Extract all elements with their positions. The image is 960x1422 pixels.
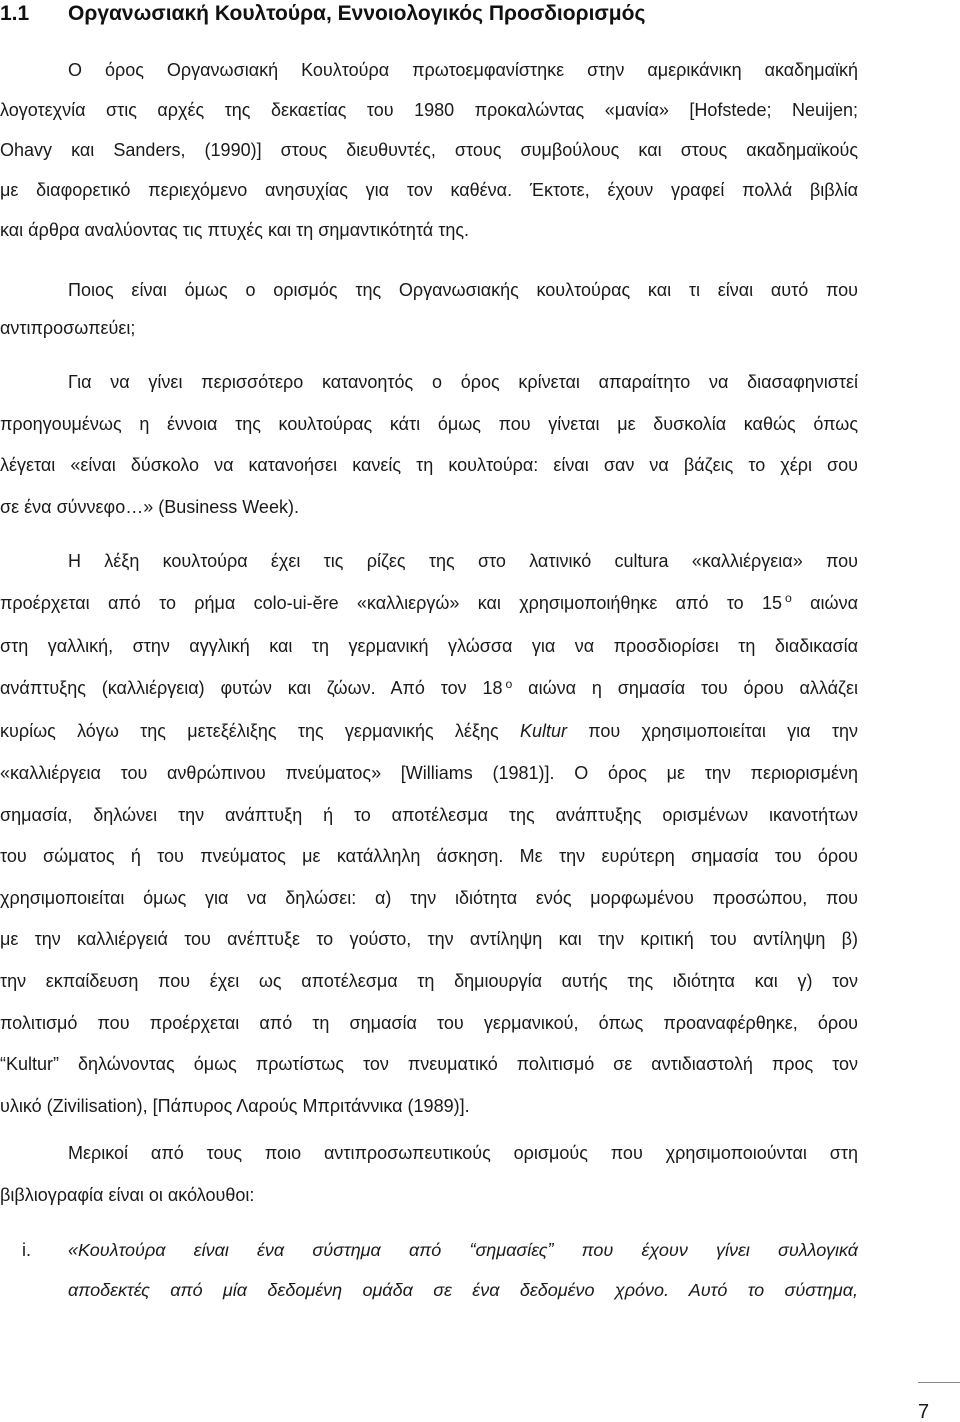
text-line: στη γαλλική, στην αγγλική και τη γερμανική γλώσσα για να προσδιορίσει τη διαδικασία — [0, 636, 858, 657]
paragraph-origin — [0, 50, 858, 250]
superscript-ordinal: ο — [785, 591, 792, 606]
text-line: «καλλιέργεια του ανθρώπινου πνεύματος» [Williams (1981)]. Ο όρος με την περιορισμένη — [0, 762, 858, 783]
text-line: Ohavy και Sanders, (1990)] στους διευθυντές, στους συμβούλους και στους ακαδημαϊκούς — [0, 140, 858, 160]
text-line: Για να γίνει περισσότερο κατανοητός ο όρος κρίνεται απαραίτητο να διασαφηνιστεί — [68, 372, 858, 392]
definition-list — [0, 1230, 858, 1310]
text-line: λέγεται «είναι δύσκολο να κατανοήσει κανείς τη κουλτούρα: είναι σαν να βάζεις το χέρι σου — [0, 455, 858, 476]
text-line: προηγουμένως η έννοια της κουλτούρας κάτι όμως που γίνεται με δυσκολία καθώς όπως — [0, 413, 858, 434]
text-line: την εκπαίδευση που έχει ως αποτέλεσμα τη δημιουργία αυτής της ιδιότητα και γ) τον — [0, 970, 858, 991]
text-line: αποδεκτές από μία δεδομένη ομάδα σε ένα δεδομένο χρόνο. Αυτό το σύστημα, — [68, 1280, 858, 1300]
list-item — [0, 1230, 858, 1310]
text-line: με την καλλιέργειά του ανέπτυξε το γούστο, την αντίληψη και την κριτική του αντίληψη β) — [0, 929, 858, 950]
paragraph-difficulty — [0, 362, 858, 528]
paragraph-question — [0, 271, 858, 347]
paragraph-etymology — [0, 541, 858, 1127]
text-segment: αιώνα η σημασία του όρου αλλάζει — [512, 677, 859, 698]
text-line: βιβλιογραφία είναι οι ακόλουθοι: — [0, 1184, 255, 1205]
text-line: Η λέξη κουλτούρα έχει τις ρίζες της στο λατινικό cultura «καλλιέργεια» που — [68, 551, 858, 571]
text-segment: αιώνα — [791, 592, 858, 613]
text-line: σε ένα σύννεφο…» (Business Week). — [0, 496, 299, 517]
section-title: Οργανωσιακή Κουλτούρα, Εννοιολογικός Προσδιορισμός — [68, 2, 646, 25]
list-marker: i. — [22, 1240, 31, 1260]
section-heading — [0, 0, 645, 28]
page-number: 7 — [918, 1401, 930, 1422]
text-segment: που χρησιμοποιείται για την — [566, 721, 858, 742]
text-line: “Kultur” δηλώνοντας όμως πρωτίστως τον πνευματικό πολιτισμό σε αντιδιαστολή προς τον — [0, 1054, 858, 1075]
text-line: Ποιος είναι όμως ο ορισμός της Οργανωσιακής κουλτούρας και τι είναι αυτό που — [68, 280, 858, 300]
text-line: Ο όρος Οργανωσιακή Κουλτούρα πρωτοεμφανίστηκε στην αμερικάνικη ακαδημαϊκή — [68, 60, 858, 80]
text-segment: προέρχεται από το ρήμα colo-ui-ĕre «καλλιεργώ» και χρησιμοποιήθηκε από το 15 — [0, 592, 783, 613]
text-line — [0, 711, 858, 753]
text-line: με διαφορετικό περιεχόμενο ανησυχίας για τον καθένα. Έκτοτε, έχουν γραφεί πολλά βιβλία — [0, 180, 858, 200]
text-segment: ανάπτυξης (καλλιέργεια) φυτών και ζώων. Από τον 18 — [0, 677, 503, 698]
section-number: 1.1 — [0, 2, 30, 25]
text-segment: κυρίως λόγω της μετεξέλιξης της γερμανικής λέξης — [0, 721, 520, 742]
text-line: «Κουλτούρα είναι ένα σύστημα από “σημασίες” που έχουν γίνει συλλογικά — [68, 1240, 858, 1260]
text-line: αντιπροσωπεύει; — [0, 318, 136, 338]
text-line: υλικό (Zivilisation), [Πάπυρος Λαρούς Μπριτάννικα (1989)]. — [0, 1095, 470, 1116]
text-line: Μερικοί από τους ποιο αντιπροσωπευτικούς ορισμούς που χρησιμοποιούνται στη — [68, 1143, 858, 1163]
text-line — [0, 583, 858, 627]
text-line — [0, 668, 858, 712]
text-line: και άρθρα αναλύοντας τις πτυχές και τη σημαντικότητά της. — [0, 220, 470, 240]
footer-rule — [918, 1382, 960, 1383]
superscript-ordinal: ο — [505, 676, 513, 691]
paragraph-definitions-intro — [0, 1133, 858, 1216]
text-line: σημασία, δηλώνει την ανάπτυξη ή το αποτέλεσμα της ανάπτυξης ορισμένων ικανοτήτων — [0, 804, 858, 825]
text-line: λογοτεχνία στις αρχές της δεκαετίας του 1980 προκαλώντας «μανία» [Hofstede; Neuijen; — [0, 100, 858, 120]
italic-term: Kultur — [519, 721, 567, 742]
text-line: του σώματος ή του πνεύματος με κατάλληλη άσκηση. Με την ευρύτερη σημασία του όρου — [0, 846, 858, 867]
text-line: πολιτισμό που προέρχεται από τη σημασία του γερμανικού, όπως προαναφέρθηκε, όρου — [0, 1012, 858, 1033]
text-line: χρησιμοποιείται όμως για να δηλώσει: α) την ιδιότητα ενός μορφωμένου προσώπου, που — [0, 887, 858, 908]
